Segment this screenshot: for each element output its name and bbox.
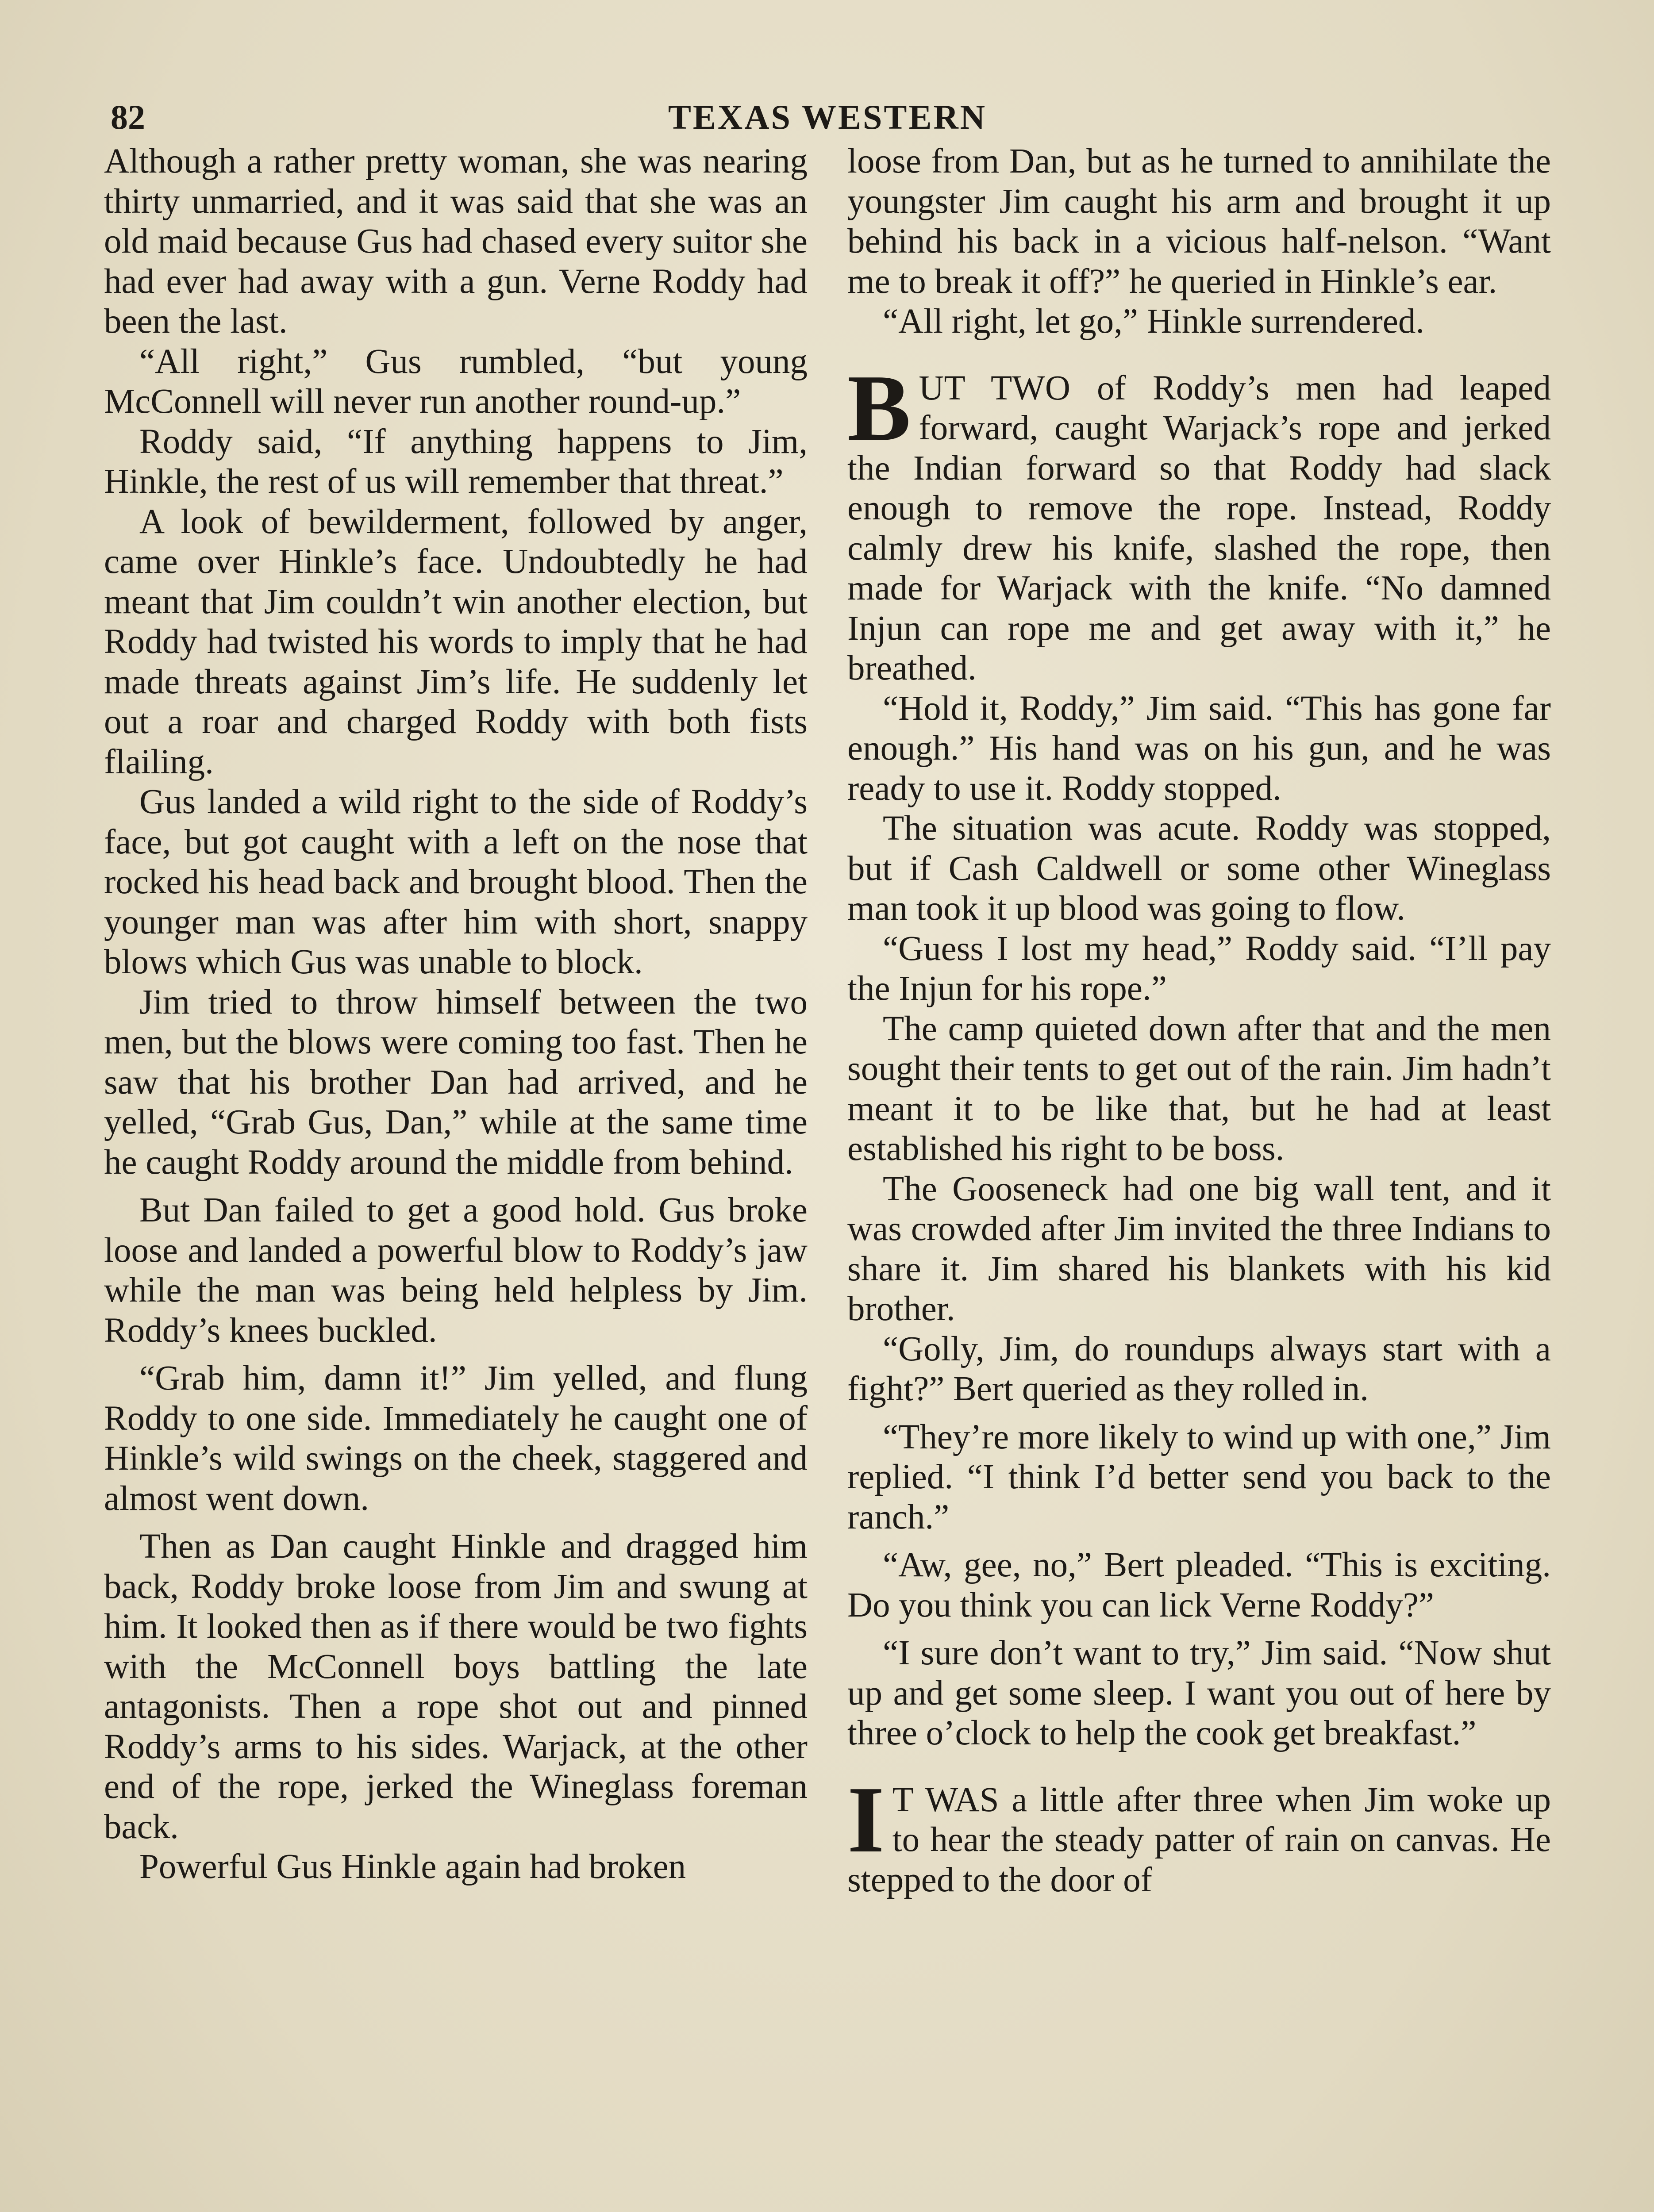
- paragraph: But Dan failed to get a good hold. Gus broke loose and landed a powerful blow to Roddy’s jaw while the man was being held helpless by Jim. Roddy’s knees buckled.: [104, 1191, 808, 1350]
- page-number: 82: [111, 98, 145, 136]
- section-opening-paragraph: [847, 354, 1551, 689]
- left-column: [104, 142, 808, 1887]
- paragraph: “I sure don’t want to try,” Jim said. “Now shut up and get some sleep. I want you out of here by three o’clock to help the cook get breakfast.”: [847, 1634, 1551, 1752]
- paragraph: Although a rather pretty woman, she was nearing thirty unmarried, and it was said that she was an old maid because Gus had chased every suitor she had ever had away with a gun. Verne Roddy had been the last.: [104, 142, 808, 341]
- paragraph: “Grab him, damn it!” Jim yelled, and flung Roddy to one side. Immediately he caught one of Hinkle’s wild swings on the cheek, staggered and almost went down.: [104, 1359, 808, 1518]
- paragraph: “All right, let go,” Hinkle surrendered.: [883, 302, 1425, 341]
- paragraph: Jim tried to throw himself between the two men, but the blows were coming too fast. Then he saw that his brother Dan had arrived, and he yelled, “Grab Gus, Dan,” while at the same time he caught Roddy around the middle from behind.: [104, 983, 808, 1182]
- paragraph: loose from Dan, but as he turned to annihilate the youngster Jim caught his arm and brought it up behind his back in a vicious half-nelson. “Want me to break it off?” he queried in Hinkle’s ear.: [847, 142, 1551, 301]
- opening-text: a little after three when Jim woke up to hear the steady patter of rain on canvas. He stepped to the door of: [847, 1780, 1551, 1899]
- paragraph: Powerful Gus Hinkle again had broken: [139, 1847, 686, 1886]
- page-header: [111, 95, 1544, 139]
- paragraph: The camp quieted down after that and the men sought their tents to get out of the rain. Jim hadn’t meant it to be like that, but he had at least established his right to be boss.: [847, 1009, 1551, 1168]
- opening-text: of Roddy’s men had leaped forward, caught Warjack’s rope and jerked the Indian forward so that Roddy had slack enough to remove the rope. Instead, Roddy calmly drew his knife, slashed the rope, then made for Warjack with the knife. “No damned Injun can rope me and get away with it,” he breathed.: [847, 369, 1551, 687]
- paragraph: “Aw, gee, no,” Bert pleaded. “This is exciting. Do you think you can lick Verne Roddy?”: [847, 1546, 1551, 1624]
- paragraph: “They’re more likely to wind up with one,” Jim replied. “I think I’d better send you back to the ranch.”: [847, 1417, 1551, 1536]
- paragraph: “Guess I lost my head,” Roddy said. “I’ll pay the Injun for his rope.”: [847, 929, 1551, 1008]
- paragraph: The Gooseneck had one big wall tent, and it was crowded after Jim invited the three Indians to share it. Jim shared his blankets with his kid brother.: [847, 1169, 1551, 1328]
- lead-in-caps: T WAS: [892, 1780, 999, 1819]
- section-opening-paragraph: [847, 1766, 1551, 1901]
- paragraph: A look of bewilderment, followed by anger, came over Hinkle’s face. Undoubtedly he had meant that Jim couldn’t win another election, but Roddy had twisted his words to imply that he had made threats against Jim’s life. He suddenly let out a roar and charged Roddy with both fists flailing.: [104, 502, 808, 781]
- paragraph: “All right,” Gus rumbled, “but young McConnell will never run another round-up.”: [104, 342, 808, 421]
- running-title: TEXAS WESTERN: [668, 98, 987, 136]
- drop-cap: I: [847, 1766, 885, 1872]
- paragraph: Roddy said, “If anything happens to Jim, Hinkle, the rest of us will remember that threat.”: [104, 422, 808, 501]
- lead-in-caps: UT TWO: [919, 369, 1070, 407]
- drop-cap: B: [847, 354, 911, 461]
- paragraph: “Hold it, Roddy,” Jim said. “This has gone far enough.” His hand was on his gun, and he was ready to use it. Roddy stopped.: [847, 689, 1551, 808]
- paragraph: The situation was acute. Roddy was stopped, but if Cash Caldwell or some other Wineglass man took it up blood was going to flow.: [847, 809, 1551, 928]
- paragraph: Then as Dan caught Hinkle and dragged him back, Roddy broke loose from Jim and swung at him. It looked then as if there would be two fights with the McConnell boys battling the late antagonists. Then a rope shot out and pinned Roddy’s arms to his sides. Warjack, at the other end of the rope, jerked the Wineglass foreman back.: [104, 1527, 808, 1846]
- right-column: [847, 142, 1551, 1900]
- paragraph: Gus landed a wild right to the side of Roddy’s face, but got caught with a left on the nose that rocked his head back and brought blood. Then the younger man was after him with short, snappy blows which Gus was unable to block.: [104, 783, 808, 981]
- paragraph: “Golly, Jim, do roundups always start with a fight?” Bert queried as they rolled in.: [847, 1329, 1551, 1408]
